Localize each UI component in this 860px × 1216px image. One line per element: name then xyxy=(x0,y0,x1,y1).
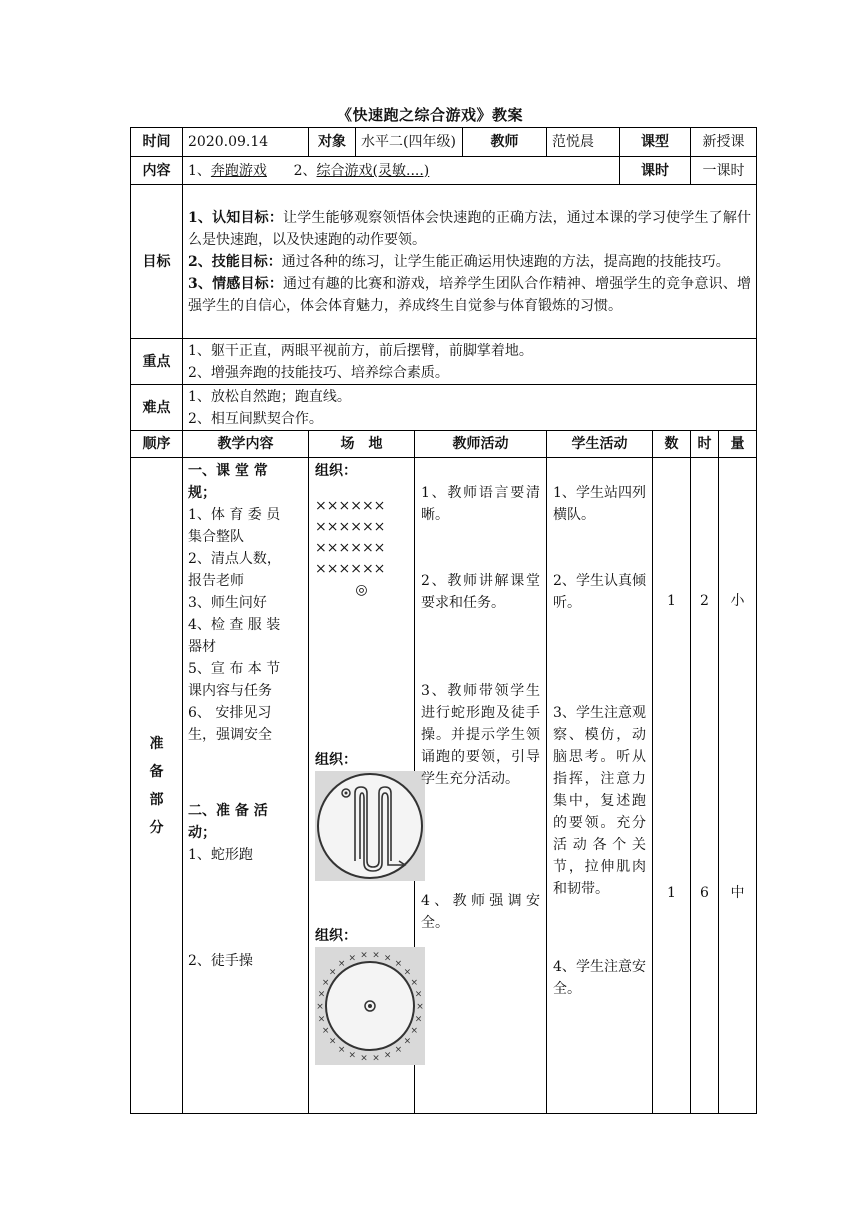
student-mark: × xyxy=(414,1014,423,1025)
content-2: 综合游戏(灵敏....) xyxy=(316,162,430,179)
student-activity-4: 4、学生注意安全。 xyxy=(553,959,647,997)
content-line: 规； xyxy=(188,485,216,501)
goal-1-text: 让学生能够观察领悟体会快速跑的正确方法，通过本课的学习使学生了解什么是快速跑，以及快速跑的动作要领。 xyxy=(188,209,752,248)
key-points-content xyxy=(183,339,757,385)
formation-row: ×××××× xyxy=(315,540,386,556)
key-point-2: 2、增强奔跑的技能技巧、培养综合素质。 xyxy=(188,364,449,381)
time-label: 时间 xyxy=(131,128,183,157)
student-mark: × xyxy=(348,1050,357,1061)
content-line: 器材 xyxy=(188,639,216,655)
teacher-position-mark: ◎ xyxy=(355,582,368,598)
student-mark: × xyxy=(321,1026,330,1037)
duration-value: 一课时 xyxy=(691,157,757,185)
content-line: 2、清点人数， xyxy=(188,551,281,567)
content-line: 一、课 堂 常 xyxy=(188,463,268,479)
student-mark: × xyxy=(414,989,423,1000)
student-mark: × xyxy=(372,1053,380,1064)
lesson-plan-table xyxy=(130,127,757,1114)
student-mark: × xyxy=(410,977,419,988)
lesson-type-value: 新授课 xyxy=(691,128,757,157)
student-mark: × xyxy=(383,953,392,964)
amount-cell xyxy=(719,458,757,1114)
goal-2-text: 通过各种的练习，让学生能正确运用快速跑的方法，提高跑的技能技巧。 xyxy=(281,253,730,270)
difficulty-1: 1、放松自然跑；跑直线。 xyxy=(188,388,351,405)
difficulty-2: 2、相互间默契合作。 xyxy=(188,410,323,427)
formation-row: ×××××× xyxy=(315,519,386,535)
col-venue: 场 地 xyxy=(309,431,415,458)
goals-content xyxy=(183,185,757,339)
count-cell xyxy=(653,458,691,1114)
content-line: 动； xyxy=(188,825,216,841)
difficulties-content xyxy=(183,385,757,431)
student-activity-cell xyxy=(547,458,653,1114)
goals-label: 目标 xyxy=(131,185,183,339)
col-time: 时 xyxy=(691,431,719,458)
org-label-2: 组织： xyxy=(315,752,358,768)
content-line: 1、体 育 委 员 xyxy=(188,507,281,523)
time-cell xyxy=(691,458,719,1114)
student-mark: × xyxy=(383,1050,392,1061)
teacher-value: 范悦晨 xyxy=(547,128,620,157)
content-line: 1、蛇形跑 xyxy=(188,847,253,863)
content-line: 3、师生问好 xyxy=(188,595,267,611)
teacher-activity-4: 4、教师强调安全。 xyxy=(421,893,541,931)
content-line: 生，强调安全 xyxy=(188,727,272,743)
content-1-prefix: 1、 xyxy=(188,162,211,179)
student-mark: × xyxy=(360,1053,368,1064)
goal-1-title: 1、认知目标： xyxy=(188,209,284,226)
document-title: 《快速跑之综合游戏》教案 xyxy=(336,106,523,124)
col-amount: 量 xyxy=(719,431,757,458)
header-row-1 xyxy=(131,128,757,157)
key-point-1: 1、躯干正直，两眼平视前方，前后摆臂，前脚掌着地。 xyxy=(188,342,533,359)
section-label-char: 备 xyxy=(149,763,164,780)
goal-2-title: 2、技能目标： xyxy=(188,253,282,270)
teacher-activity-3: 3、教师带领学生进行蛇形跑及徒手操。并提示学生领诵跑的要领，引导学生充分活动。 xyxy=(421,683,541,787)
col-teacher: 教师活动 xyxy=(415,431,547,458)
section-label-char: 分 xyxy=(149,819,164,836)
student-mark: × xyxy=(317,1014,326,1025)
content-line: 报告老师 xyxy=(188,573,244,589)
content-line: 2、徒手操 xyxy=(188,953,253,969)
student-mark: × xyxy=(416,1002,424,1012)
org-label-1: 组织： xyxy=(315,463,358,479)
student-mark: × xyxy=(328,1036,337,1047)
section-label-char: 部 xyxy=(149,791,164,808)
student-mark: × xyxy=(337,959,346,970)
formation-row: ×××××× xyxy=(315,498,386,514)
teacher-activity-cell xyxy=(415,458,547,1114)
student-mark: × xyxy=(321,977,330,988)
content-line: 4、检 查 服 装 xyxy=(188,617,281,633)
header-row-2 xyxy=(131,157,757,185)
student-mark: × xyxy=(360,950,368,961)
col-count: 数 xyxy=(653,431,691,458)
difficulties-label: 难点 xyxy=(131,385,183,431)
content-label: 内容 xyxy=(131,157,183,185)
time-2: 6 xyxy=(700,885,709,901)
content-2-prefix: 2、 xyxy=(293,162,317,179)
content-block-2 xyxy=(188,800,303,950)
duration-label: 课时 xyxy=(620,157,691,185)
student-mark: × xyxy=(410,1026,419,1037)
content-line: 课内容与任务 xyxy=(188,683,272,699)
snake-run-diagram xyxy=(315,771,408,881)
formation-row: ×××××× xyxy=(315,561,386,577)
section-label-char: 准 xyxy=(149,735,164,752)
difficulties-row xyxy=(131,385,757,431)
student-mark: × xyxy=(317,989,326,1000)
col-content: 教学内容 xyxy=(183,431,309,458)
content-value xyxy=(183,157,620,185)
student-activity-3: 3、学生注意观察、模仿，动脑思考。听从指挥，注意力集中，复述跑的要领。充分活动各个关节，拉伸肌肉和韧带。 xyxy=(553,705,647,897)
target-value: 水平二(四年级) xyxy=(356,128,463,157)
student-mark: × xyxy=(328,967,337,978)
teaching-content xyxy=(183,458,309,1114)
teacher-activity-1: 1、教师语言要清晰。 xyxy=(421,485,541,523)
student-mark: × xyxy=(316,1002,324,1012)
col-order: 顺序 xyxy=(131,431,183,458)
target-label: 对象 xyxy=(309,128,356,157)
teacher-activity-2: 2、教师讲解课堂要求和任务。 xyxy=(421,573,541,611)
amount-2: 中 xyxy=(730,885,745,901)
col-student: 学生活动 xyxy=(547,431,653,458)
content-line: 集合整队 xyxy=(188,529,244,545)
content-line: 6、 安排见习 xyxy=(188,705,272,721)
column-header-row xyxy=(131,431,757,458)
formation-rows xyxy=(315,496,408,601)
student-mark: × xyxy=(372,950,380,961)
count-2: 1 xyxy=(667,885,676,901)
key-points-label: 重点 xyxy=(131,339,183,385)
student-mark: × xyxy=(337,1044,346,1055)
prep-section-row xyxy=(131,458,757,1114)
goal-3-text: 通过有趣的比赛和游戏，培养学生团队合作精神、增强学生的竞争意识、增强学生的自信心，体会体育魅力，养成终生自觉参与体育锻炼的习惯。 xyxy=(188,275,752,314)
key-points-row xyxy=(131,339,757,385)
venue-cell xyxy=(309,458,424,1114)
student-mark: × xyxy=(394,1044,403,1055)
content-line: 二、准 备 活 xyxy=(188,803,268,819)
student-activity-2: 2、学生认真倾听。 xyxy=(553,573,647,611)
time-value: 2020.09.14 xyxy=(183,128,309,157)
teacher-label: 教师 xyxy=(463,128,547,157)
content-block-1 xyxy=(188,460,303,800)
amount-1: 小 xyxy=(730,593,745,609)
lesson-type-label: 课型 xyxy=(620,128,691,157)
goals-row xyxy=(131,185,757,339)
student-mark: × xyxy=(394,959,403,970)
org-label-3: 组织： xyxy=(315,928,358,944)
calisthenics-diagram xyxy=(315,947,424,1065)
goal-3-title: 3、情感目标： xyxy=(188,275,284,292)
section-label xyxy=(131,458,183,1114)
student-mark: × xyxy=(403,1036,412,1047)
student-mark: × xyxy=(403,967,412,978)
content-1: 奔跑游戏 xyxy=(210,162,267,179)
student-activity-1: 1、学生站四列横队。 xyxy=(553,485,647,523)
count-1: 1 xyxy=(667,593,676,609)
content-line: 5、宣 布 本 节 xyxy=(188,661,281,677)
student-mark: × xyxy=(348,953,357,964)
time-1: 2 xyxy=(700,593,709,609)
